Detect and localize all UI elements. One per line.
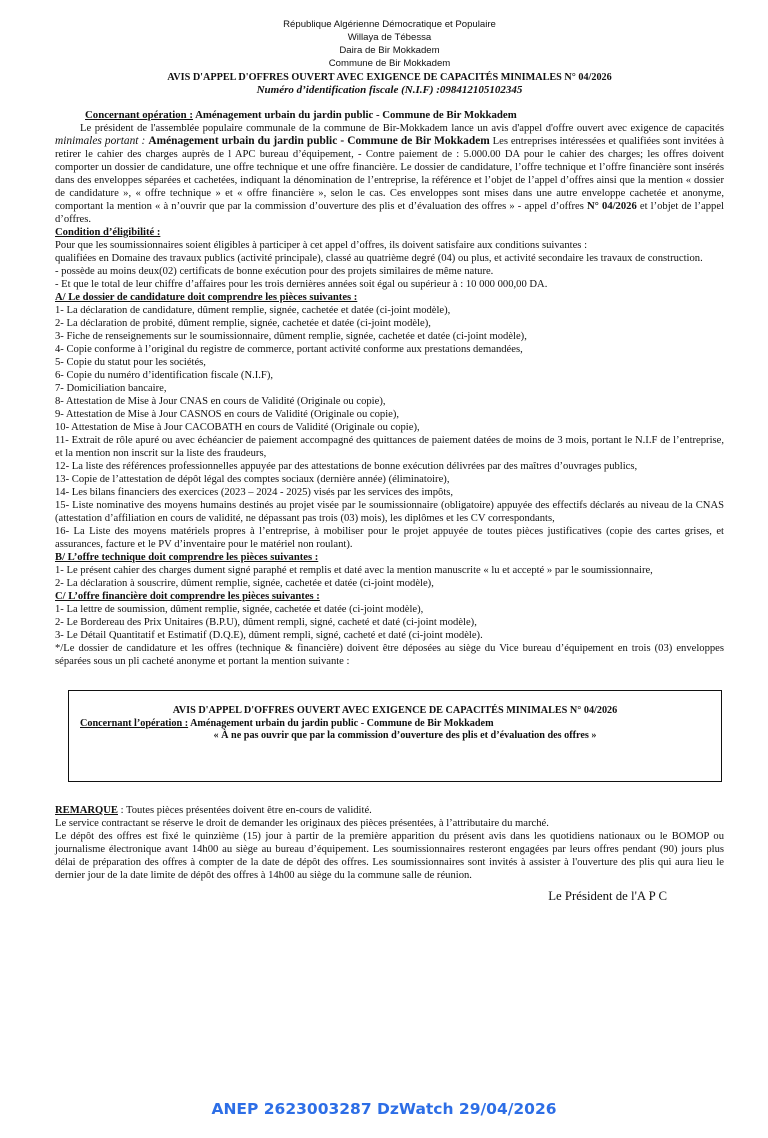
header-republic: République Algérienne Démocratique et Populaire: [283, 19, 496, 30]
list-item: 2- La déclaration à souscrire, dûment remplie, signée, cachetée et datée (ci-joint modèle),: [55, 578, 434, 589]
intro-number: N° 04/2026: [587, 201, 637, 212]
list-item: 4- Copie conforme à l’original du registre de commerce, portant activité conforme aux prestations demandées,: [55, 344, 523, 355]
remark-label: REMARQUE: [55, 805, 118, 816]
list-item: 1- La lettre de soumission, dûment remplie, signée, cachetée et datée (ci-joint modèle),: [55, 604, 424, 615]
intro-end: et l’objet de l’appel d’offres.: [55, 201, 724, 225]
remark-paragraph: Le dépôt des offres est fixé le quinzième (15) jour à partir de la première apparition du présent avis dans les quotidiens nationaux ou le BOMOP ou journalisme électronique avant 14h00 au siège au bureau d’équipement. Les soumissionnaires resteront engagées par leurs offres pendant (90) jours plus délai de préparation des offres à compter de la date de dépôt des offres. Les soumissionnaires sont invités à assister à l'ouverture des plis qui aura lieu le dernier jour de la date limite de dépôt des offres à 14h00 au siège du la commune salle de réunion.: [55, 831, 724, 881]
intro-body: Les entreprises intéressées et qualifiées sont invitées à retirer le cahier des charges auprès de l APC bureau d’équipement, - Contre paiement de : 5.000.00 DA pour le cahier des charges; les offres doivent comporter un dossier de candidature, une offre technique et une offre financière. Le dossier de candidature, l’offre technique et l’offre financière sont insérés dans des enveloppes séparées et cachetées, indiquant la dénomination de l’entreprise, la référence et l’objet de l’appel d’offres ainsi que la mention « dossier de candidature », « offre technique » et « offre financière », selon le cas. Ces enveloppes sont mises dans une autre enveloppe cachetée et anonyme, comportant la mention « à n’ouvrir que par la commission d’ouverture des plis et d’évaluation des offres » - appel d’offres: [55, 136, 724, 212]
list-item: 15- Liste nominative des moyens humains destinés au projet visée par le soumissionnaire (obligatoire) appuyée des effectifs déclarés au niveau de la CNAS (attestation d’affiliation en cours de validité, ne dépassant pas trois (03) mois), les diplômes et les CV correspondants,: [55, 500, 724, 524]
concern-label: Concernant opération :: [85, 109, 193, 121]
list-item: 12- La liste des références professionnelles appuyée par des attestations de bonne exécution délivrées par des maîtres d’ouvrages publics,: [55, 461, 638, 472]
box-concern: [69, 718, 721, 731]
list-item: 1- La déclaration de candidature, dûment remplie, signée, cachetée et datée (ci-joint modèle),: [55, 305, 451, 316]
list-item: 1- Le présent cahier des charges dument signé paraphé et remplis et daté avec la mention manuscrite « lu et accepté » par le soumissionnaire,: [55, 565, 653, 576]
fiscal-id: Numéro d’identification fiscale (N.I.F) :098412105102345: [256, 84, 523, 96]
eligibility-line: qualifiées en Domaine des travaux publics (activité principale), classé au quatrième degré (04) ou plus, et activité secondaire les travaux de construction.: [55, 253, 703, 264]
box-mention: « À ne pas ouvrir que par la commission d’ouverture des plis et d’évaluation des offres »: [213, 730, 597, 741]
envelope-mention-box: [68, 690, 722, 782]
list-item: 10- Attestation de Mise à Jour CACOBATH en cours de Validité (Originale ou copie),: [55, 422, 420, 433]
section-c-list: [55, 603, 724, 642]
deposit-note: */Le dossier de candidature et les offres (technique & financière) doivent être déposées au siège du Vice bureau d’équipement en trois (03) enveloppes séparées sous un pli cacheté anonyme et portant la mention suivante :: [55, 643, 724, 667]
list-item: 3- Fiche de renseignements sur le soumissionnaire, dûment remplie, signée, cachetée et datée (ci-joint modèle),: [55, 331, 527, 342]
list-item: 16- La Liste des moyens matériels propres à l’entreprise, à mobiliser pour le projet appuyée de toutes pièces justificatives (copie des cartes grises, et assurances, facture et le PV d’inventaire pour le matériel non roulant).: [55, 526, 724, 550]
document-title: AVIS D'APPEL D'OFFRES OUVERT AVEC EXIGENCE DE CAPACITÉS MINIMALES N° 04/2026: [167, 72, 612, 83]
eligibility-line: - possède au moins deux(02) certificats de bonne exécution pour des projets similaires de même nature.: [55, 266, 494, 277]
list-item: 11- Extrait de rôle apuré ou avec échéancier de paiement accompagné des quittances de paiement datées de moins de 3 mois, portant le N.I.F de l’entreprise, et la mention non inscrit sur la liste des fraudeurs,: [55, 435, 724, 459]
section-b-list: [55, 564, 724, 590]
signature: Le Président de l'A P C: [548, 889, 667, 903]
eligibility-line: Pour que les soumissionnaires soient éligibles à participer à cet appel d’offres, ils doivent satisfaire aux conditions suivantes :: [55, 240, 588, 251]
intro-italic: minimales portant :: [55, 135, 149, 147]
eligibility-line: - Et que le total de leur chiffre d’affaires pour les trois dernières années soit égal ou supérieur à : 10 000 000,00 DA.: [55, 279, 548, 290]
list-item: 14- Les bilans financiers des exercices (2023 – 2024 - 2025) visés par les services des impôts,: [55, 487, 454, 498]
list-item: 7- Domiciliation bancaire,: [55, 383, 167, 394]
box-title: AVIS D'APPEL D'OFFRES OUVERT AVEC EXIGENCE DE CAPACITÉS MINIMALES N° 04/2026: [172, 705, 618, 716]
list-item: 8- Attestation de Mise à Jour CNAS en cours de Validité (Originale ou copie),: [55, 396, 386, 407]
list-item: 5- Copie du statut pour les sociétés,: [55, 357, 206, 368]
list-item: 6- Copie du numéro d’identification fiscale (N.I.F),: [55, 370, 273, 381]
remark-line: [55, 804, 724, 817]
remark-text: : Toutes pièces présentées doivent être en-cours de validité.: [117, 805, 372, 816]
publication-reference: ANEP 2623003287 DzWatch 29/04/2026: [211, 1100, 557, 1118]
remark-paragraph: Le service contractant se réserve le droit de demander les originaux des pièces présentées, à l’attributaire du marché.: [55, 818, 549, 829]
header-wilaya: Willaya de Tébessa: [347, 32, 432, 43]
box-concern-label: Concernant l’opération :: [80, 717, 189, 729]
header-daira: Daira de Bir Mokkadem: [339, 45, 440, 56]
list-item: 9- Attestation de Mise à Jour CASNOS en cours de Validité (Originale ou copie),: [55, 409, 400, 420]
section-c-heading: C/ L’offre financière doit comprendre les pièces suivantes :: [55, 591, 320, 602]
list-item: 2- Le Bordereau des Prix Unitaires (B.P.U), dûment rempli, signé, cacheté et daté (ci-joint modèle),: [55, 617, 477, 628]
list-item: 2- La déclaration de probité, dûment remplie, signée, cachetée et datée (ci-joint modèle),: [55, 318, 431, 329]
section-a-list: [55, 304, 724, 551]
box-concern-value: Aménagement urbain du jardin public - Commune de Bir Mokkadem: [188, 717, 494, 729]
document-page: [55, 18, 724, 903]
intro-operation: Aménagement urbain du jardin public - Commune de Bir Mokkadem: [148, 135, 490, 147]
concern-line: [55, 109, 724, 122]
header-block: [55, 18, 724, 70]
concern-value: Aménagement urbain du jardin public - Commune de Bir Mokkadem: [192, 109, 517, 121]
section-a-heading: A/ Le dossier de candidature doit comprendre les pièces suivantes :: [55, 292, 358, 303]
intro-text: Le président de l'assemblée populaire communale de la commune de Bir-Mokkadem lance un avis d'appel d'offre ouvert avec exigence de capacités: [80, 123, 724, 134]
list-item: 3- Le Détail Quantitatif et Estimatif (D.Q.E), dûment rempli, signé, cacheté et daté (ci-joint modèle).: [55, 630, 483, 641]
header-commune: Commune de Bir Mokkadem: [328, 58, 451, 69]
intro-paragraph: [55, 122, 724, 226]
list-item: 13- Copie de l’attestation de dépôt légal des comptes sociaux (dernière année) (éliminatoire),: [55, 474, 450, 485]
eligibility-heading: Condition d’éligibilité :: [55, 227, 161, 238]
section-b-heading: B/ L’offre technique doit comprendre les pièces suivantes :: [55, 552, 319, 563]
